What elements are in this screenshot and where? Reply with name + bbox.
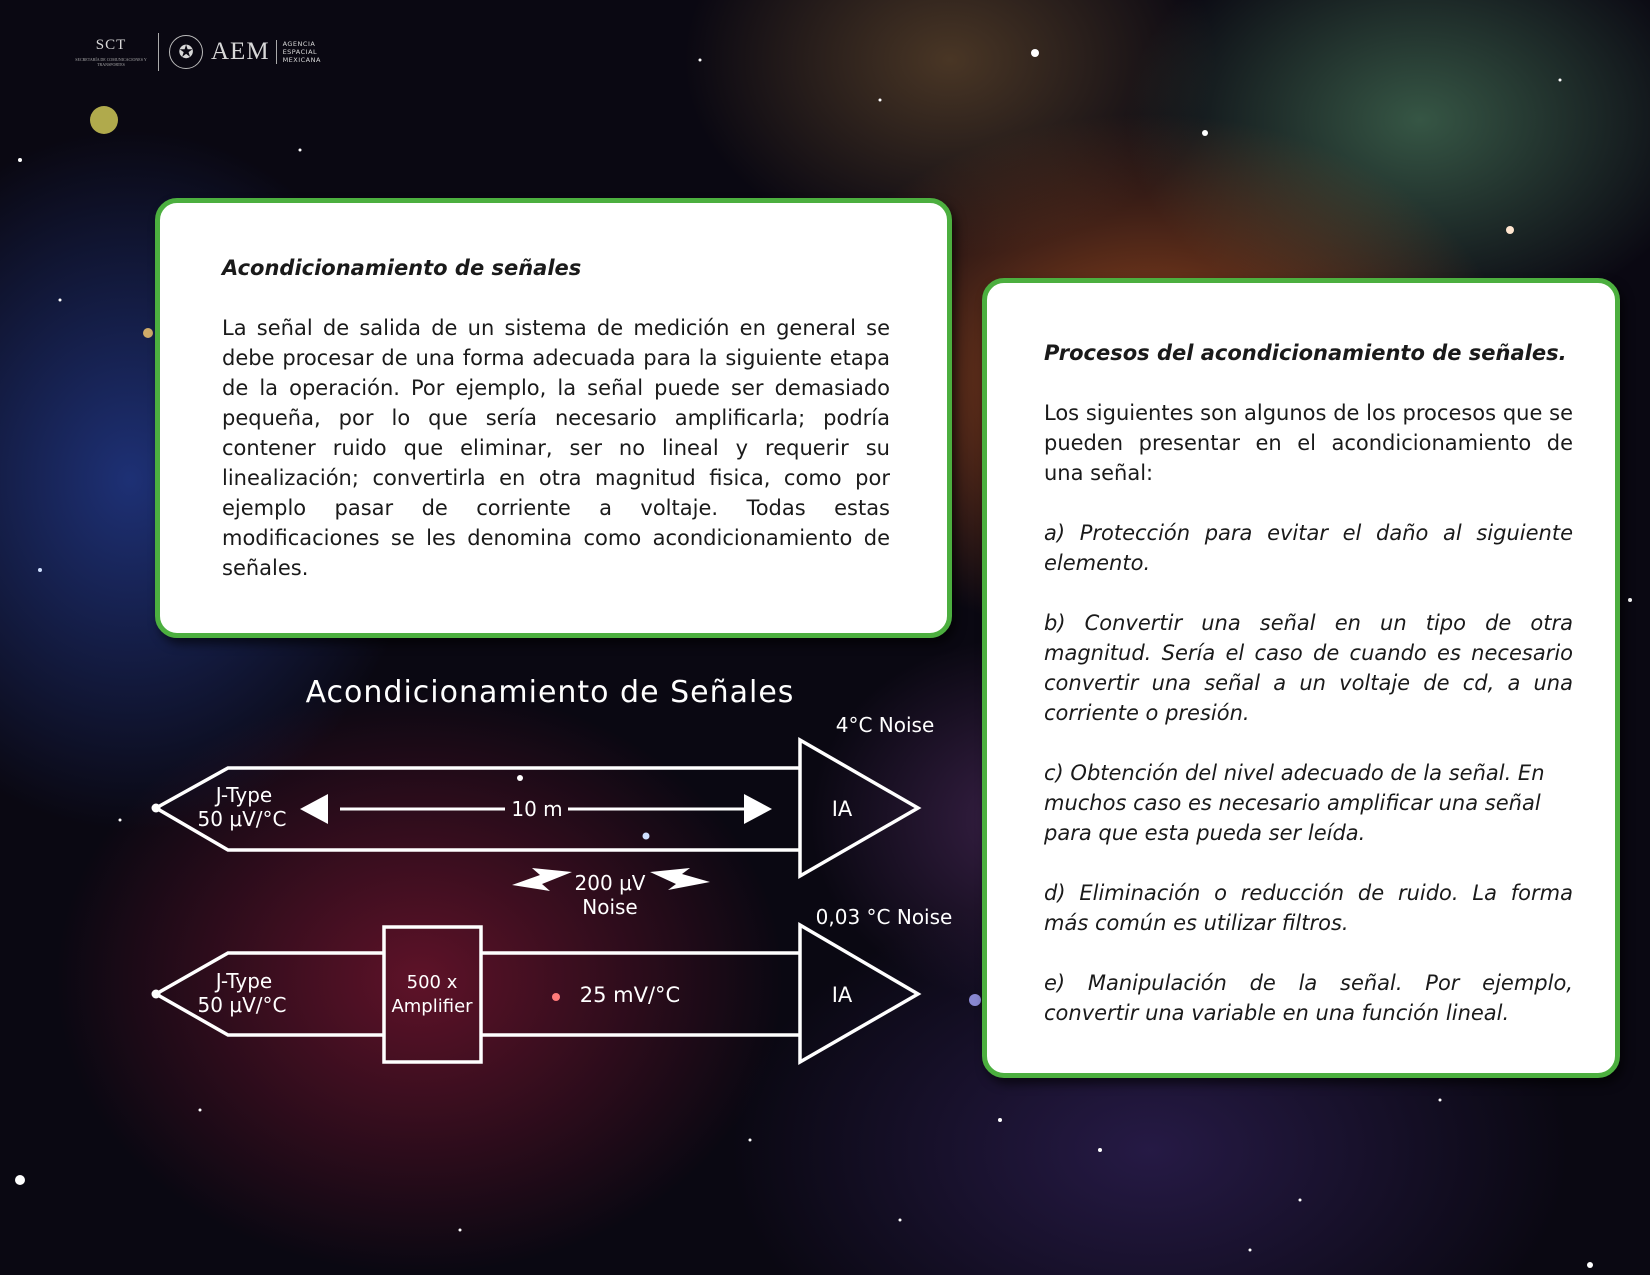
top-ia-triangle	[800, 740, 918, 876]
amplifier-gain: 500 x	[406, 972, 458, 993]
bottom-noise-label: 0,03 °C Noise	[815, 905, 953, 929]
signal-conditioning-diagram	[140, 670, 970, 1070]
process-item-c: c) Obtención del nivel adecuado de la señal. En muchos caso es necesario amplificar una señal para que esta pueda ser leída.	[1044, 761, 1545, 845]
agency-name: AGENCIA ESPACIAL MEXICANA	[276, 40, 321, 64]
mexico-seal-icon: ✪	[169, 35, 203, 69]
amplifier-box	[384, 927, 481, 1062]
bottom-sensor-tip	[152, 990, 161, 999]
processes-card-title: Procesos del acondicionamiento de señales.	[1044, 341, 1567, 365]
aem-logo: AEM	[211, 38, 270, 65]
logo-divider	[158, 33, 159, 71]
process-item-b: b) Convertir una señal en un tipo de otra magnitud. Sería el caso de cuando es necesario convertir una señal a un voltaje de cd, a una corriente o presión.	[1044, 611, 1573, 725]
interference-value: 200 μV	[574, 871, 646, 895]
intro-card-body: La señal de salida de un sistema de medición en general se debe procesar de una forma adecuada para la siguiente etapa de la operación. Por ejemplo, la señal puede ser demasiado pequeña, por lo que sería necesario amplificarla; podría contener ruido que eliminar, ser no lineal y requerir su linealización; convertirla en otra magnitud fisica, como por ejemplo pasar de corriente a voltaje. Todas estas modificaciones se les denomina como acondicionamiento de señales.	[222, 316, 890, 580]
lightning-bolt-right-icon	[650, 868, 710, 890]
agency-logo	[74, 30, 321, 74]
top-noise-label: 4°C Noise	[835, 713, 935, 737]
processes-card	[982, 278, 1620, 1078]
intro-card	[155, 198, 952, 638]
sct-logo: SCT SECRETARÍA DE COMUNICACIONES Y TRANSPORTES	[75, 37, 147, 67]
process-item-a: a) Protección para evitar el daño al siguiente elemento.	[1044, 521, 1573, 575]
top-sensor-tip	[152, 804, 161, 813]
amplified-signal-label: 25 mV/°C	[579, 983, 681, 1007]
process-item-e: e) Manipulación de la señal. Por ejemplo, convertir una variable en una función lineal.	[1044, 971, 1573, 1025]
top-sensor-sensitivity: 50 μV/°C	[197, 807, 287, 831]
intro-card-title: Acondicionamiento de señales	[222, 256, 582, 280]
distance-arrow-left-head	[300, 794, 328, 824]
distance-label: 10 m	[511, 797, 563, 821]
top-sensor-type: J-Type	[215, 783, 273, 807]
distance-arrow-right-head	[744, 794, 772, 824]
diagram-title: Acondicionamiento de Señales	[305, 675, 795, 710]
bottom-sensor-type: J-Type	[215, 969, 273, 993]
lightning-bolt-left-icon	[512, 868, 572, 891]
bottom-ia-triangle	[800, 925, 918, 1062]
interference-label: Noise	[582, 895, 638, 919]
top-ia-label: IA	[831, 797, 853, 821]
bottom-ia-label: IA	[831, 983, 853, 1007]
amplifier-label: Amplifier	[391, 996, 473, 1017]
processes-intro: Los siguientes son algunos de los procesos que se pueden presentar en el acondicionamiento de una señal:	[1044, 401, 1573, 485]
bottom-sensor-sensitivity: 50 μV/°C	[197, 993, 287, 1017]
process-item-d: d) Eliminación o reducción de ruido. La forma más común es utilizar filtros.	[1044, 881, 1573, 935]
